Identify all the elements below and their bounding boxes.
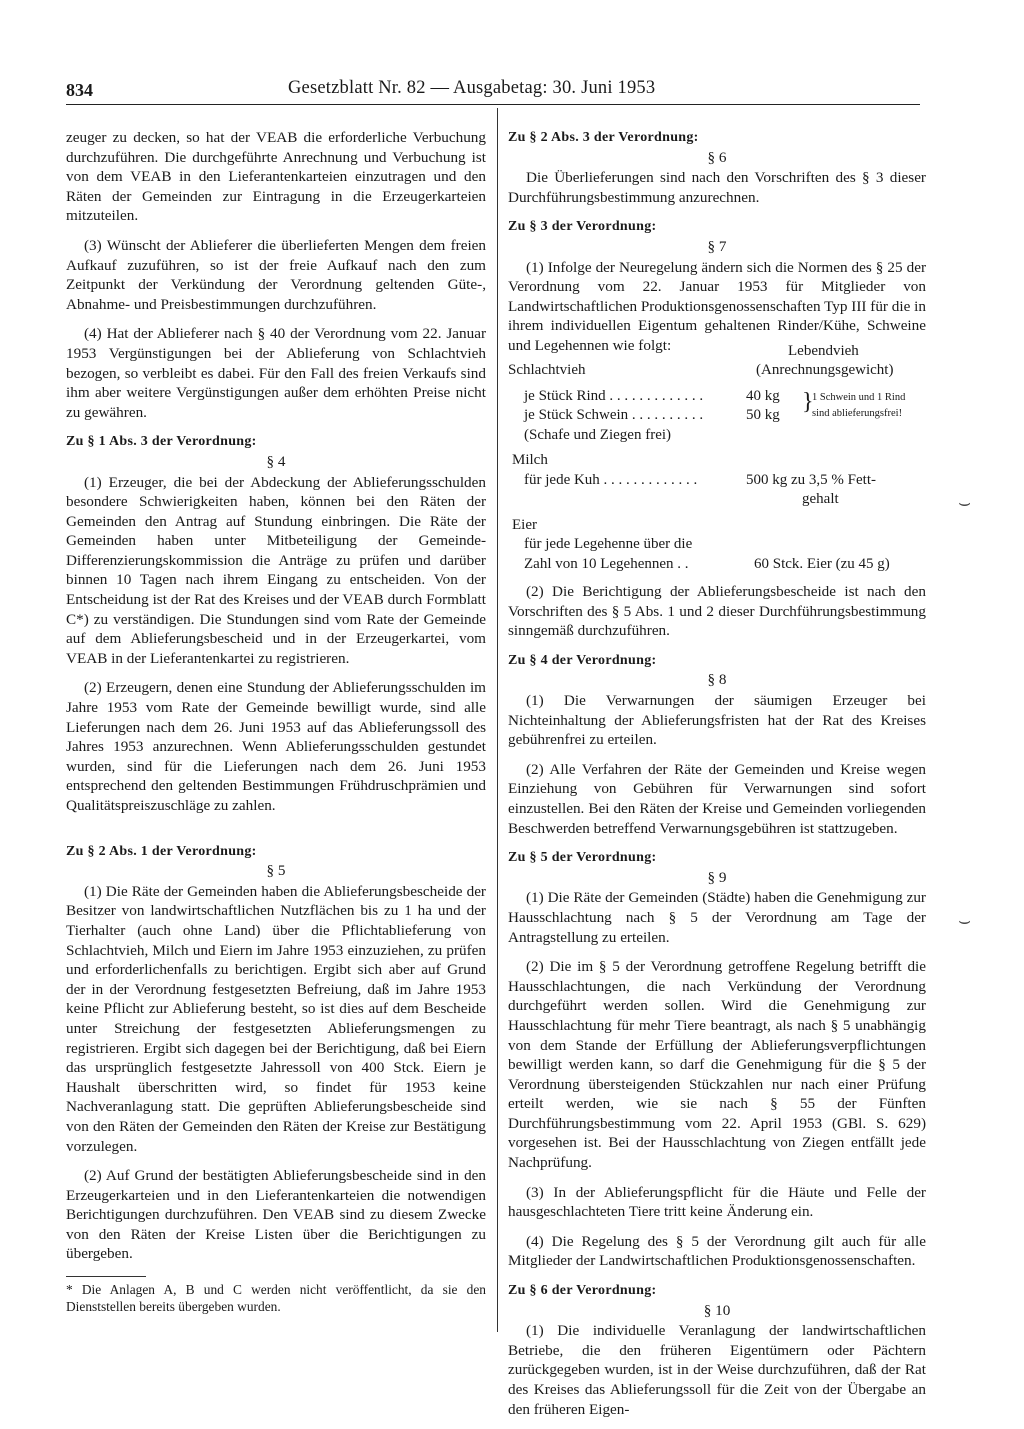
section-heading-1: Zu § 1 Abs. 3 der Verordnung: [66, 434, 257, 450]
continued-paragraph: zeuger zu decken, so hat der VEAB die erforderliche Verbuchung durchzuführen. Die durchgeführte Anrechnung und Verbuchung ist von dem VEAB in den Lieferantenkarteien einzutragen und den Räten der Gemeinden zur Eintragung in die Erzeugerkarteien mitzuteilen. [66, 129, 486, 225]
schedule-note-line-2: sind ablieferungsfrei! [812, 408, 903, 420]
margin-mark-icon: ⌣ [958, 910, 972, 932]
section-5-paragraph-2: (2) Auf Grund der bestätigten Ablieferungsbescheide sind in den Erzeugerkarteien und in den Lieferantenkarteien die notwendigen Berichtigungen durchzuführen. Den VEAB sind zu diesem Zwecke von den Räten der Kreise Listen über die Berichtigungen zu übergeben. [66, 1167, 486, 1263]
column-divider [497, 108, 498, 1332]
section-4-paragraph-2: (2) Erzeugern, denen eine Stundung der Ablieferungsschulden im Jahre 1953 vom Rate der Gemeinde bewilligt wurde, sind alle Lieferungen nach dem 26. Juni 1953 auf das Ablieferungssoll des Jahres 1953 anzurechnen. Wenn Ablieferungsschulden gestundet wurden, sind für die Lieferungen nach dem 26. Juni 1953 entsprechend den geltenden Bestimmungen Frühdruschprämien und Qualitätspreiszuschläge zu zahlen. [66, 679, 486, 814]
section-number-7: § 7 [707, 237, 727, 255]
section-9-paragraph-3: (3) In der Ablieferungspflicht für die Häute und Felle der hausgeschlachteten Tiere tritt keine Änderung ein. [508, 1183, 926, 1221]
section-number-8: § 8 [707, 671, 727, 689]
schedule-label-schlachtvieh: Schlachtvieh [508, 362, 586, 379]
schedule-value-eier: 60 Stck. Eier (zu 45 g) [754, 555, 890, 572]
footnote: * Die Anlagen A, B und C werden nicht veröffentlicht, da sie den Dienststellen bereits übergeben wurden. [66, 1282, 486, 1315]
section-heading-2: Zu § 2 Abs. 1 der Verordnung: [66, 843, 257, 859]
schedule-label-eier: Eier [512, 516, 537, 533]
section-heading-4: Zu § 3 der Verordnung: [508, 219, 657, 235]
left-column [66, 128, 486, 1315]
paragraph-4: (4) Hat der Ablieferer nach § 40 der Verordnung vom 22. Januar 1953 Vergünstigungen bei der Ablieferung von Schlachtvieh bezogen, so verbleibt es dabei. Für den Fall des freien Verkaufs sind ihm aber weitere Vergünstigungen außer dem erhöhten Preise nicht zu gewähren. [66, 325, 486, 421]
section-9-paragraph-2: (2) Die im § 5 der Verordnung getroffene Regelung betrifft die Hausschlachtungen, die nach Verkündung der Verordnung durchgeführt werden sollen. Wird die Genehmigung zur Hausschlachtung für mehr Tiere beantragt, als nach § 5 unabhängig von dem Stande der Erfüllung der Ablieferungsverpflichtungen bewilligt werden kann, so darf die Genehmigung für die § 5 der Verordnung übersteigenden Stückzahlen nur nach einer Prüfung erteilt werden, wie sie nach § 55 der Fünften Durchführungsbestimmung vom 22. April 1953 (GBl. S. 629) vorgesehen ist. Bei der Hausschlachtung von Ziegen entfällt jede Nachprüfung. [508, 958, 926, 1172]
section-number-5: § 5 [266, 862, 286, 880]
section-6-paragraph: Die Überlieferungen sind nach den Vorschriften des § 3 dieser Durchführungsbestimmung anzurechnen. [508, 169, 926, 206]
section-9-paragraph-4: (4) Die Regelung des § 5 der Verordnung gilt auch für alle Mitglieder der Landwirtschaftlichen Produktionsgenossenschaften. [508, 1232, 926, 1270]
delivery-norms-schedule [508, 342, 926, 575]
section-5-paragraph-1: (1) Die Räte der Gemeinden haben die Ablieferungsbescheide der Besitzer von landwirtschaftlichen Nutzflächen bis zu 1 ha und der Tierhalter (auch ohne Land) über die Pflichtablieferung von Schlachtvieh, Milch und Eiern im Jahre 1953 einzuziehen, zu prüfen und erforderlichenfalls zu berichtigen. Ergibt sich aber auf Grund der in der Verordnung festgesetzten Befreiung, daß im Jahre 1953 keine Pflicht zur Ablieferung besteht, so ist dies auf dem Bescheide unter Streichung der festgesetzten Ablieferungsmengen zu registrieren. Ergibt sich dagegen bei der Berichtigung, daß bei Eiern das ursprünglich festgesetzte Jahressoll von 400 Stck. Eiern je Haushalt überschritten wird, so findet für 1953 keine Nachveranlagung statt. Die geprüften Ablieferungsbescheide sind von den Räten der Gemeinden den Räten der Kreise zur Bestätigung vorzulegen. [66, 882, 486, 1155]
page-header [66, 78, 920, 105]
section-number-9: § 9 [707, 868, 727, 886]
schedule-value-rind: 40 kg [746, 387, 780, 404]
schedule-label-milch: Milch [512, 452, 548, 469]
schedule-row-schwein: je Stück Schwein . . . . . . . . . . [524, 407, 704, 424]
schedule-row-legehenne: für jede Legehenne über die [524, 536, 693, 553]
section-heading-5: Zu § 4 der Verordnung: [508, 652, 657, 668]
right-column [508, 128, 926, 1429]
section-8-paragraph-1: (1) Die Verwarnungen der säumigen Erzeuger bei Nichteinhaltung der Ablieferungsfristen hat der Rat des Kreises gebührenfrei zu erteilen. [508, 692, 926, 749]
schedule-row-rind: je Stück Rind . . . . . . . . . . . . . [524, 387, 704, 404]
section-number-4: § 4 [266, 452, 286, 470]
section-10-paragraph-1: (1) Die individuelle Veranlagung der landwirtschaftlichen Betriebe, die den früheren Eigentümern oder Pächtern zurückgegeben wurden, ist in der Weise durchzuführen, daß der Rat des Kreises das Ablieferungssoll für die Zeit von der Übergabe an den früheren Eigen- [508, 1322, 926, 1418]
schedule-row-legehenne-cont: Zahl von 10 Legehennen . . [524, 555, 689, 572]
section-8-paragraph-2: (2) Alle Verfahren der Räte der Gemeinden und Kreise wegen Einziehung von Gebühren für Verwarnungen sind sofort einzustellen. Bei den Räten der Kreise und Gemeinden vorliegenden Beschwerden betreffend Verwarnungsgebühren ist stattzugeben. [508, 760, 926, 837]
section-heading-7: Zu § 6 der Verordnung: [508, 1283, 657, 1299]
section-4-paragraph-1: (1) Erzeuger, die bei der Abdeckung der Ablieferungsschulden besondere Schwierigkeiten haben, können bei den Räten der Gemeinden den Antrag auf Stundung einbringen. Die Räte der Gemeinden haben unter Mitbeteiligung der Gemeinde-Differenzierungskommission die Anträge zu prüfen und darüber binnen 10 Tagen nach ihrem Eingang zu entscheiden. Von der Entscheidung ist der Rat des Kreises und der VEAB durch Formblatt C*) zu verständigen. Die Stundungen sind vom Rate der Gemeinde auf dem Ablieferungsbescheid und in der Erzeugerkartei, vom VEAB in der Lieferantenkartei zu registrieren. [66, 473, 486, 667]
paragraph-3: (3) Wünscht der Ablieferer die überlieferten Mengen dem freien Aufkauf zuzuführen, so ist der freie Aufkauf nach den zum Zeitpunkt der Verkündung der Verordnung geltenden Güte-, Abnahme- und Preisbestimmungen durchzuführen. [66, 236, 486, 313]
section-9-paragraph-1: (1) Die Räte der Gemeinden (Städte) haben die Genehmigung zur Hausschlachtung nach § 5 der Verordnung am Tage der Antragstellung zu erteilen. [508, 889, 926, 946]
schedule-value-schwein: 50 kg [746, 407, 780, 424]
margin-mark-icon: ⌣ [958, 492, 972, 514]
section-heading-6: Zu § 5 der Verordnung: [508, 850, 657, 866]
schedule-row-schafe-ziegen: (Schafe und Ziegen frei) [524, 426, 672, 443]
section-number-10: § 10 [703, 1301, 731, 1319]
section-heading-3: Zu § 2 Abs. 3 der Verordnung: [508, 130, 699, 145]
schedule-header-anrechnungsgewicht: (Anrechnungsgewicht) [756, 362, 894, 379]
schedule-note-line-1: 1 Schwein und 1 Rind [812, 391, 906, 403]
section-7-paragraph-2: (2) Die Berichtigung der Ablieferungsbescheide ist nach den Vorschriften des § 5 Abs. 1 und 2 dieser Durchführungsbestimmung sinngemäß durchzuführen. [508, 583, 926, 640]
schedule-brace: } [802, 388, 814, 415]
running-head: Gesetzblatt Nr. 82 — Ausgabetag: 30. Juni 1953 [288, 78, 656, 98]
page-number: 834 [66, 80, 93, 100]
section-7-paragraph-1: (1) Infolge der Neuregelung ändern sich die Normen des § 25 der Verordnung vom 22. Januar 1953 für Mitglieder von Landwirtschaftlichen Produktionsgenossenschaften Typ III für die in ihrem individuellen Eigentum gehaltenen Rinder/Kühe, Schweine und Legehennen wie folgt: [508, 258, 926, 354]
schedule-header-lebendvieh: Lebendvieh [788, 342, 859, 359]
section-number-6: § 6 [707, 148, 727, 166]
footnote-rule [66, 1276, 146, 1277]
schedule-value-kuh-cont: gehalt [802, 491, 839, 508]
schedule-value-kuh: 500 kg zu 3,5 % Fett- [746, 471, 876, 488]
schedule-row-kuh: für jede Kuh . . . . . . . . . . . . . [524, 471, 698, 488]
